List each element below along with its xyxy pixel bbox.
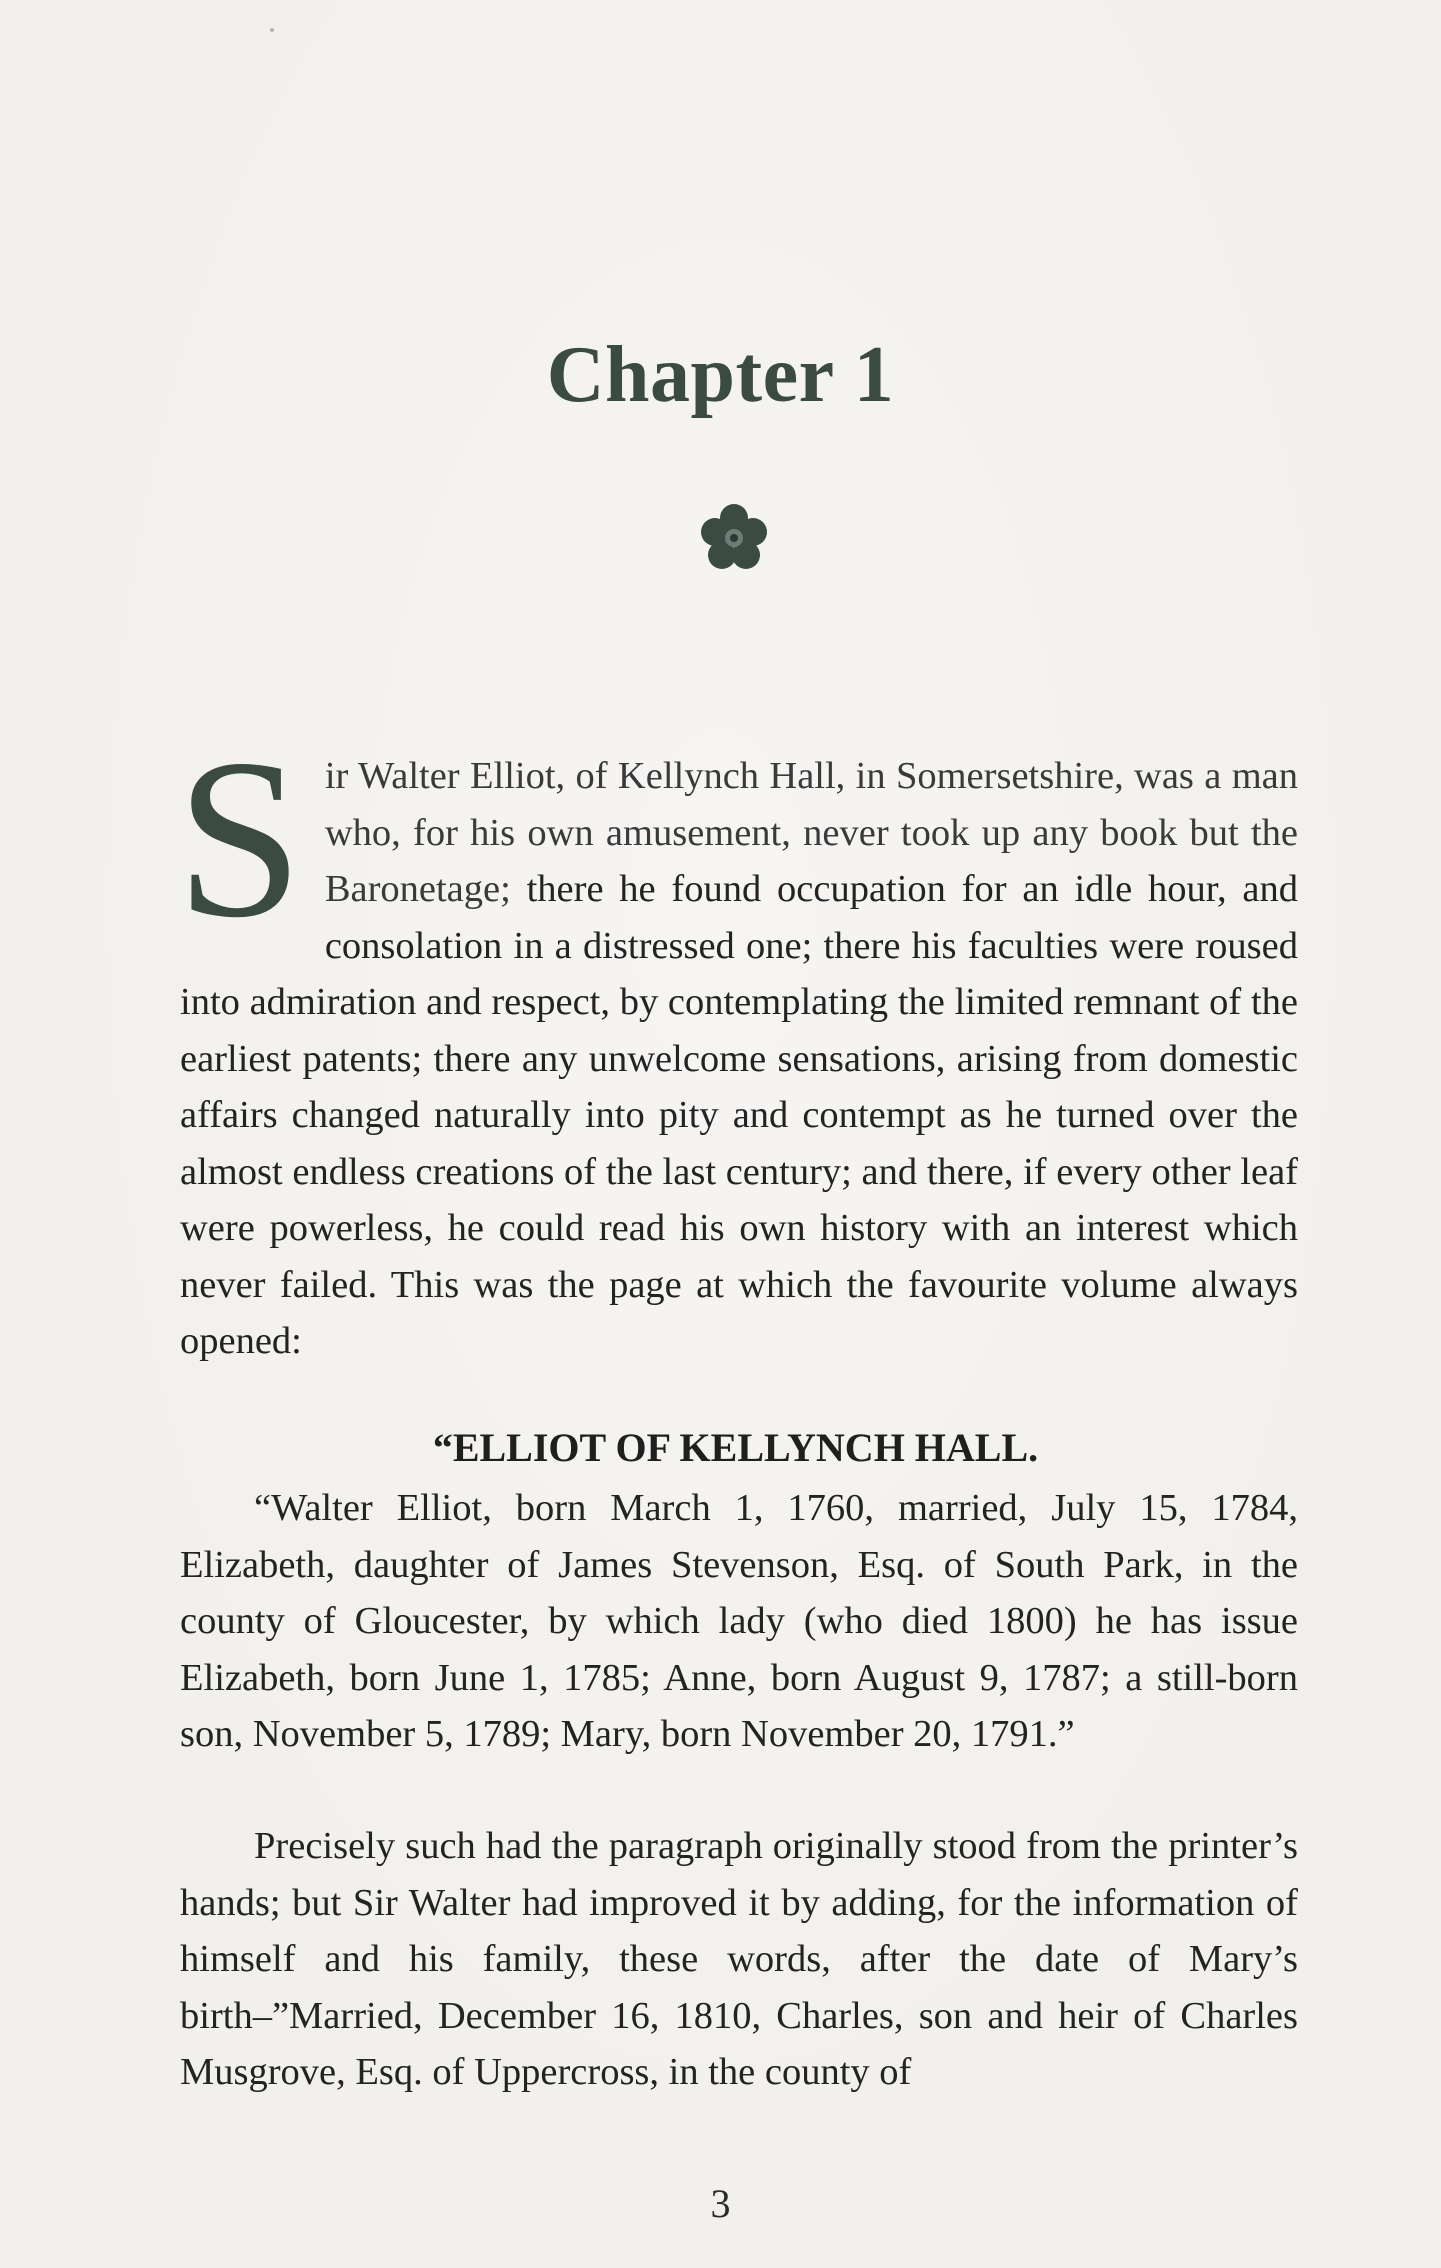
- drop-cap: S: [176, 713, 303, 965]
- baronetage-entry: “Walter Elliot, born March 1, 1760, married, July 15, 1784, Elizabeth, daughter of James Stevenson, Esq. of South Park, in the county of Gloucester, by which lady (who died 1800) he has issue Elizabeth, born June 1, 1785; Anne, born August 9, 1787; a still-born son, November 5, 1789; Mary, born November 20, 1791.”: [180, 1487, 1298, 1755]
- entry-heading: “ELLIOT OF KELLYNCH HALL.: [432, 1425, 1039, 1470]
- opening-body-text: there he found occupation for an idle hour, and consolation in a distressed one; there his faculties were roused into admiration and respect, by contemplating the limited remnant of the earliest patents; there any unwelcome sensations, arising from domestic affairs changed naturally into pity and contempt as he turned over the almost endless creations of the last century; and there, if every other leaf were powerless, he could read his own history with an interest which never failed. This was the page at which the favourite volume always opened:: [180, 868, 1298, 1362]
- opening-lead-words: ir Walter Elliot, of Kellynch Hall, in Somersetshire, was a man who, for his own amusement, never took up any book but the Baronetage;: [324, 755, 1298, 910]
- page-number: 3: [710, 2181, 731, 2226]
- continuation-paragraph: Precisely such had the paragraph originally stood from the printer’s hands; but Sir Walter had improved it by adding, for the information of himself and his family, these words, after the date of Mary’s birth–”Married, December 16, 1810, Charles, son and heir of Charles Musgrove, Esq. of Uppercross, in the county of: [180, 1825, 1298, 2093]
- flower-core: [730, 534, 738, 542]
- petal-left: [701, 518, 729, 546]
- flower-ornament-svg: [696, 500, 772, 576]
- opening-paragraph: [176, 713, 1298, 1370]
- chapter-title: Chapter 1: [546, 331, 895, 419]
- flower-ornament-icon: [696, 500, 772, 576]
- paper-speck: [270, 28, 274, 32]
